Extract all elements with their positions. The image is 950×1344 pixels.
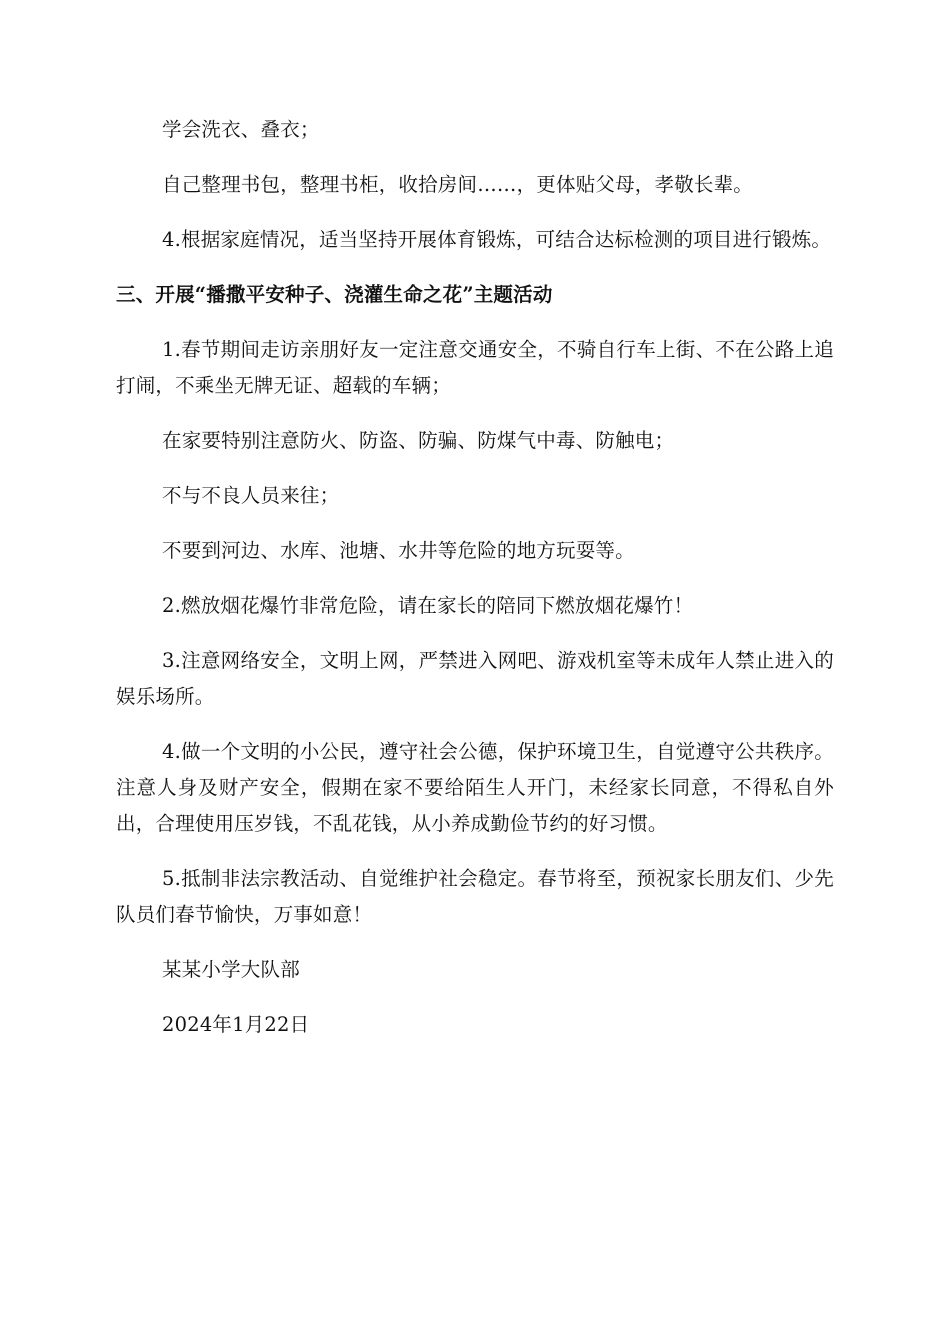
section-heading-safety: 三、开展“播撒平安种子、浇灌生命之花”主题活动 (116, 283, 553, 306)
document-page (116, 112, 834, 1062)
paragraph-greeting: 5.抵制非法宗教活动、自觉维护社会稳定。春节将至，预祝家长朋友们、少先队员们春节愉快，万事如意！ (116, 867, 834, 926)
paragraph-civic-behavior: 4.做一个文明的小公民，遵守社会公德，保护环境卫生，自觉遵守公共秩序。注意人身及财产安全，假期在家不要给陌生人开门，未经家长同意，不得私自外出，合理使用压岁钱，不乱花钱，从小养成勤俭节约的好习惯。 (116, 740, 834, 835)
paragraph-fireworks: 2.燃放烟花爆竹非常危险，请在家长的陪同下燃放烟花爆竹！ (162, 594, 694, 617)
paragraph-internet-safety: 3.注意网络安全，文明上网，严禁进入网吧、游戏机室等未成年人禁止进入的娱乐场所。 (116, 649, 834, 708)
paragraph-tidy-room: 自己整理书包，整理书柜，收拾房间……，更体贴父母，孝敬长辈。 (162, 173, 754, 196)
paragraph-water-danger: 不要到河边、水库、池塘、水井等危险的地方玩耍等。 (162, 539, 635, 562)
paragraph-exercise: 4.根据家庭情况，适当坚持开展体育锻炼，可结合达标检测的项目进行锻炼。 (162, 228, 832, 251)
paragraph-laundry: 学会洗衣、叠衣； (162, 118, 320, 141)
paragraph-traffic-safety: 1.春节期间走访亲朋好友一定注意交通安全，不骑自行车上街、不在公路上追打闹，不乘坐无牌无证、超载的车辆； (116, 338, 834, 397)
paragraph-home-safety: 在家要特别注意防火、防盗、防骗、防煤气中毒、防触电； (162, 429, 675, 452)
date: 2024年1月22日 (162, 1013, 310, 1036)
signature: 某某小学大队部 (162, 958, 300, 981)
paragraph-bad-company: 不与不良人员来往； (162, 484, 340, 507)
